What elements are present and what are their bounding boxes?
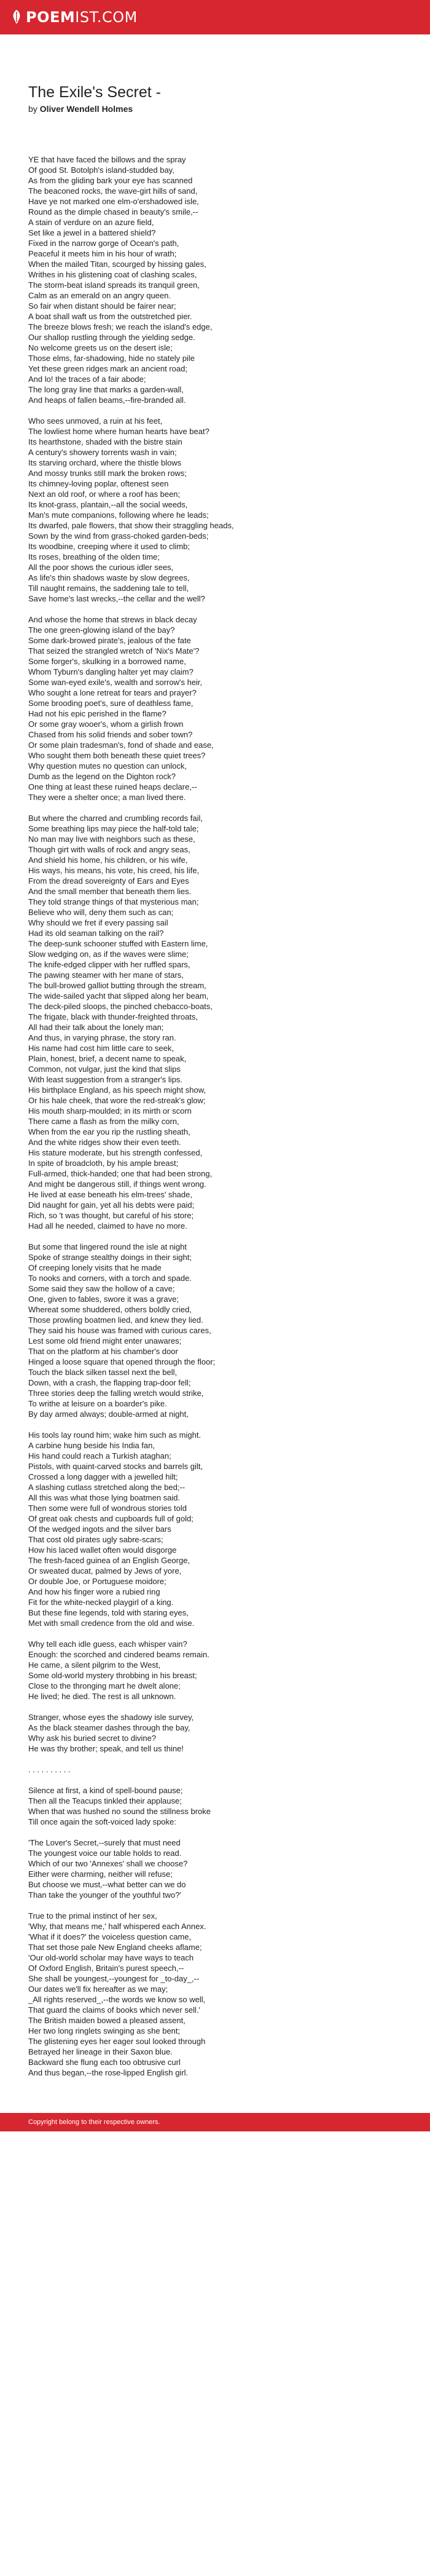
poem-line: Who sought them both beneath these quiet trees? (28, 751, 206, 760)
poem-line: Close to the thronging mart he dwelt alone; (28, 1681, 181, 1690)
by-label: by (28, 104, 37, 114)
poem-line: Its starving orchard, where the thistle blows (28, 458, 182, 467)
poem-line: Yet these green ridges mark an ancient road; (28, 364, 187, 373)
poem-line: Which of our two 'Annexes' shall we choose? (28, 1859, 188, 1868)
poem-line: As the black steamer dashes through the bay, (28, 1723, 190, 1732)
poem-line: The youngest voice our table holds to read. (28, 1849, 182, 1858)
poem-line: Who sees unmoved, a ruin at his feet, (28, 416, 163, 426)
poem-line: 'What if it does?' the voiceless question came, (28, 1932, 192, 1941)
poem-line: Crossed a long dagger with a jewelled hilt; (28, 1472, 178, 1481)
poem-line: Why should we fret if every passing sail (28, 918, 168, 927)
stanza (28, 1242, 402, 1419)
poem-body (28, 154, 402, 2078)
poem-line: Whom Tyburn's dangling halter yet may claim? (28, 667, 194, 676)
poem-line: His mouth sharp-moulded; in its mirth or scorn (28, 1106, 192, 1116)
poem-line: Whereat some shuddered, others boldly cried, (28, 1305, 192, 1314)
poem-line: Why tell each idle guess, each whisper vain? (28, 1639, 187, 1649)
poem-line: Full-armed, thick-handed; one that had been strong, (28, 1169, 213, 1178)
poem-line: Or some plain tradesman's, fond of shade and ease, (28, 740, 214, 750)
poem-line: So fair when distant should be fairer near; (28, 301, 176, 311)
poem-line: And mossy trunks still mark the broken rows; (28, 469, 187, 478)
poem-line: _All rights reserved_,--the words we know so well, (28, 1995, 206, 2004)
poem-line: Its knot-grass, plantain,--all the social weeds, (28, 500, 188, 509)
poem-line: The long gray line that marks a garden-wall, (28, 385, 184, 394)
poem-line: They told strange things of that mysterious man; (28, 897, 199, 906)
poem-line: And thus began,--the rose-lipped English girl. (28, 2068, 189, 2077)
poem-line: 'The Lover's Secret,--surely that must need (28, 1838, 181, 1847)
poem-line: They were a shelter once; a man lived there. (28, 793, 186, 802)
poem-line: Next an old roof, or where a roof has been; (28, 489, 181, 499)
poem-line: All the poor shows the curious idler sees, (28, 563, 174, 572)
poem-line: There came a flash as from the milky corn, (28, 1117, 179, 1126)
byline (28, 104, 402, 114)
poem-line: One, given to fables, swore it was a grave; (28, 1294, 179, 1304)
poem-line: A boat shall waft us from the outstretched pier. (28, 312, 192, 321)
poem-line: His birthplace England, as his speech might show, (28, 1085, 206, 1095)
poem-line: Our dates we'll fix hereafter as we may; (28, 1984, 168, 1994)
poem-line: Sown by the wind from grass-choked garden-beds; (28, 531, 209, 541)
stanza (28, 1837, 402, 1900)
poem-line: A carbine hung beside his India fan, (28, 1441, 155, 1450)
poem-line: And heaps of fallen beams,--fire-branded all. (28, 395, 186, 405)
poem-line: And shield his home, his children, or his wife, (28, 855, 188, 865)
top-bar (0, 0, 430, 34)
brand-name-bold: POEM (26, 9, 76, 26)
poem-line: Its woodbine, creeping where it used to climb; (28, 542, 190, 551)
poem-line: She shall be youngest,--youngest for _to-day_,-- (28, 1974, 200, 1983)
poem-line: The storm-beat island spreads its tranquil green, (28, 280, 200, 290)
poem-line: Some said they saw the hollow of a cave; (28, 1284, 175, 1293)
poem-line: When the mailed Titan, scourged by hissing gales, (28, 260, 206, 269)
poem-line: And the white ridges show their even teeth. (28, 1138, 181, 1147)
poem-line: Had not his epic perished in the flame? (28, 709, 166, 718)
poem-content (0, 34, 430, 2113)
poem-line: Spoke of strange stealthy doings in their sight; (28, 1253, 192, 1262)
poem-line: The lowliest home where human hearts have beat? (28, 427, 209, 436)
poem-line: Her two long ringlets swinging as she bent; (28, 2026, 181, 2035)
poem-line: All this was what those lying boatmen said. (28, 1493, 181, 1502)
poem-line: Some old-world mystery throbbing in his breast; (28, 1671, 197, 1680)
poem-line: Backward she flung each too obtrusive curl (28, 2058, 181, 2067)
poem-line: The fresh-faced guinea of an English George, (28, 1556, 190, 1565)
site-logo[interactable] (11, 9, 138, 26)
poem-line: Fit for the white-necked playgirl of a king. (28, 1598, 174, 1607)
poem-line: His name had cost him little care to seek, (28, 1044, 174, 1053)
poem-line: Or double Joe, or Portuguese moidore; (28, 1577, 166, 1586)
poem-line: But where the charred and crumbling records fail, (28, 814, 203, 823)
stanza (28, 1639, 402, 1702)
poem-line: One thing at least these ruined heaps declare,-- (28, 782, 197, 791)
poem-line: A century's showery torrents wash in vain; (28, 448, 177, 457)
brand-name-thin: IST.COM (75, 9, 138, 26)
poem-line: The one green-glowing island of the bay? (28, 625, 175, 635)
poem-line: Have ye not marked one elm-o'ershadowed isle, (28, 197, 199, 206)
poem-line: Common, not vulgar, just the kind that slips (28, 1064, 181, 1074)
poem-line: They said his house was framed with curious cares, (28, 1326, 211, 1335)
poem-line: Lest some old friend might enter unawares; (28, 1336, 182, 1345)
poem-line: Than take the younger of the youthful two?' (28, 1890, 181, 1900)
poem-line: Or sweated ducat, palmed by Jews of yore, (28, 1566, 182, 1575)
poem-line: Of good St. Botolph's island-studded bay, (28, 165, 174, 175)
poem-line: That seized the strangled wretch of 'Nix's Mate'? (28, 646, 200, 656)
poem-line: Or his hale cheek, that wore the red-streak's glow; (28, 1096, 206, 1105)
poem-line: That guard the claims of books which never sell.' (28, 2005, 200, 2015)
poem-line: Why ask his buried secret to divine? (28, 1734, 157, 1743)
poem-line: And how his finger wore a rubied ring (28, 1587, 160, 1596)
poem-line: Stranger, whose eyes the shadowy isle survey, (28, 1713, 194, 1722)
poem-line: Believe who will, deny them such as can; (28, 908, 174, 917)
poem-line: True to the primal instinct of her sex, (28, 1911, 157, 1920)
poem-line: As life's thin shadows waste by slow degrees, (28, 573, 190, 582)
poem-line: Either were charming, neither will refuse; (28, 1869, 173, 1879)
poem-line: Of creeping lonely visits that he made (28, 1263, 162, 1272)
author-name[interactable]: Oliver Wendell Holmes (39, 104, 133, 114)
poem-line: By day armed always; double-armed at night, (28, 1409, 189, 1419)
poem-line: Slow wedging on, as if the waves were slime; (28, 949, 189, 959)
poem-line: His tools lay round him; wake him such as might. (28, 1430, 201, 1440)
poem-line: Save home's last wrecks,--the cellar and the well? (28, 594, 205, 603)
poem-line: Some breathing lips may piece the half-told tale; (28, 824, 199, 833)
poem-line: 'Why, that means me,' half whispered each Annex. (28, 1922, 206, 1931)
poem-line: Our shallop rustling through the yielding sedge. (28, 333, 195, 342)
poem-line: He lived; he died. The rest is all unknown. (28, 1692, 176, 1701)
stanza (28, 1785, 402, 1827)
stanza (28, 1712, 402, 1754)
poem-line: Or some gray wooer's, whom a girlish frown (28, 719, 184, 729)
feather-pen-icon (11, 10, 22, 25)
poem-line: All had their talk about the lonely man; (28, 1023, 164, 1032)
poem-line: And thus, in varying phrase, the story ran. (28, 1033, 176, 1042)
poem-line: The deep-sunk schooner stuffed with Eastern lime, (28, 939, 208, 948)
poem-line: The British maiden bowed a pleased assent, (28, 2016, 186, 2025)
poem-line: Some dark-browed pirate's, jealous of the fate (28, 636, 191, 645)
copyright-text: Copyright belong to their respective owners. (28, 2118, 160, 2126)
poem-line: The breeze blows fresh; we reach the island's edge, (28, 322, 213, 331)
stanza (28, 154, 402, 405)
poem-line: He came, a silent pilgrim to the West, (28, 1660, 161, 1670)
poem-line: The knife-edged clipper with her ruffled spars, (28, 960, 190, 969)
poem-line: Who sought a lone retreat for tears and prayer? (28, 688, 197, 697)
poem-line: Some brooding poet's, sure of deathless fame, (28, 699, 194, 708)
poem-line: Silence at first, a kind of spell-bound pause; (28, 1786, 183, 1795)
poem-line: But these fine legends, told with staring eyes, (28, 1608, 189, 1617)
poem-line: His ways, his means, his vote, his creed, his life, (28, 866, 200, 875)
poem-line: Its roses, breathing of the olden time; (28, 552, 160, 561)
poem-title: The Exile's Secret - (28, 84, 161, 101)
poem-line: Calm as an emerald on an angry queen. (28, 291, 171, 300)
poem-line: Till once again the soft-voiced lady spoke: (28, 1817, 176, 1826)
poem-line: Man's mute companions, following where he leads; (28, 510, 209, 520)
poem-line: Some wan-eyed exile's, wealth and sorrow's heir, (28, 678, 203, 687)
poem-line: Of the wedged ingots and the silver bars (28, 1524, 171, 1534)
poem-line: Touch the black silken tassel next the bell, (28, 1368, 178, 1377)
poem-line: Three stories deep the falling wretch would strike, (28, 1389, 204, 1398)
poem-line: In spite of broadcloth, by his ample breast; (28, 1159, 179, 1168)
poem-line: He lived at ease beneath his elm-trees' shade, (28, 1190, 192, 1199)
poem-line: That cost old pirates ugly sabre-scars; (28, 1535, 163, 1544)
poem-line: Though girt with walls of rock and angry seas, (28, 845, 190, 854)
poem-line: That on the platform at his chamber's door (28, 1347, 178, 1356)
poem-line: No welcome greets us on the desert isle; (28, 343, 173, 352)
poem-line: Of great oak chests and cupboards full of gold; (28, 1514, 194, 1523)
poem-line: Dumb as the legend on the Dighton rock? (28, 772, 176, 781)
poem-line: The glistening eyes her eager soul looked through (28, 2037, 206, 2046)
poem-line: Had its old seaman talking on the rail? (28, 929, 164, 938)
poem-line: Pistols, with quaint-carved stocks and barrels gilt, (28, 1462, 203, 1471)
poem-line: The wide-sailed yacht that slipped along her beam, (28, 991, 209, 1001)
poem-line: Its hearthstone, shaded with the bistre stain (28, 437, 182, 446)
poem-line: Hinged a loose square that opened through the floor; (28, 1357, 216, 1366)
poem-line: Of Oxford English, Britain's purest speech,-- (28, 1964, 184, 1973)
poem-line: Its chimney-loving poplar, oftenest seen (28, 479, 169, 488)
poem-line: His stature moderate, but his strength confessed, (28, 1148, 203, 1157)
poem-line: Peaceful it meets him in his hour of wrath; (28, 249, 177, 258)
poem-line: His hand could reach a Turkish ataghan; (28, 1451, 171, 1460)
stanza (28, 1430, 402, 1628)
stanza (28, 1764, 402, 1775)
poem-line: Did naught for gain, yet all his debts were paid; (28, 1200, 195, 1210)
poem-line: And might be dangerous still, if things went wrong. (28, 1179, 206, 1189)
poem-line: From the dread sovereignty of Ears and Eyes (28, 876, 189, 886)
poem-line: To writhe at leisure on a boarder's pike. (28, 1399, 167, 1408)
poem-line: And whose the home that strews in black decay (28, 615, 197, 624)
poem-line: Had all he needed, claimed to have no more. (28, 1221, 187, 1231)
poem-line: When from the ear you rip the rustling sheath, (28, 1127, 190, 1136)
poem-line: A slashing cutlass stretched along the bed;-- (28, 1483, 186, 1492)
poem-line: No man may live with neighbors such as these, (28, 834, 195, 844)
stanza (28, 813, 402, 1231)
poem-line: Met with small credence from the old and wise. (28, 1619, 195, 1628)
poem-line: . . . . . . . . . . (28, 1765, 71, 1774)
poem-line: Down, with a crash, the flapping trap-door fell; (28, 1378, 191, 1387)
poem-line: How his laced wallet often would disgorge (28, 1545, 177, 1555)
poem-line: Those prowling boatmen lied, and knew they lied. (28, 1315, 203, 1325)
poem-line: Chased from his solid friends and sober town? (28, 730, 193, 739)
poem-line: Enough: the scorched and cindered beams remain. (28, 1650, 209, 1659)
poem-line: Set like a jewel in a battered shield? (28, 228, 156, 237)
poem-line: The deck-piled sloops, the pinched chebacco-boats, (28, 1002, 213, 1011)
poem-line: The pawing steamer with her mane of stars, (28, 970, 184, 980)
stanza (28, 416, 402, 604)
poem-line: And the small member that beneath them lies. (28, 887, 192, 896)
poem-line: Some forger's, skulking in a borrowed name, (28, 657, 186, 666)
poem-line: But some that lingered round the isle at night (28, 1242, 187, 1251)
poem-line: When that was hushed no sound the stillness broke (28, 1807, 211, 1816)
poem-line: With least suggestion from a stranger's lips. (28, 1075, 183, 1084)
poem-line: Writhes in his glistening coat of clashing scales, (28, 270, 197, 279)
poem-line: Fixed in the narrow gorge of Ocean's path, (28, 239, 179, 248)
poem-line: Then all the Teacups tinkled their applause; (28, 1796, 182, 1805)
poem-line: A stain of verdure on an azure field, (28, 218, 154, 227)
poem-line: Its dwarfed, pale flowers, that show their straggling heads, (28, 521, 234, 530)
poem-line: Those elms, far-shadowing, hide no stately pile (28, 354, 195, 363)
poem-line: Betrayed her lineage in their Saxon blue. (28, 2047, 173, 2056)
poem-line: YE that have faced the billows and the spray (28, 155, 186, 164)
poem-line: As from the gliding bark your eye has scanned (28, 176, 193, 185)
poem-line: 'Our old-world scholar may have ways to teach (28, 1953, 194, 1962)
stanza (28, 614, 402, 803)
poem-line: The frigate, black with thunder-freighted throats, (28, 1012, 198, 1021)
stanza (28, 1911, 402, 2078)
poem-line: Plain, honest, brief, a decent name to speak, (28, 1054, 187, 1063)
poem-line: Rich, so 't was thought, but careful of his store; (28, 1211, 194, 1220)
poem-line: That set those pale New England cheeks aflame; (28, 1943, 202, 1952)
poem-line: Why question mutes no question can unlock, (28, 761, 187, 771)
poem-line: And lo! the traces of a fair abode; (28, 375, 146, 384)
poem-line: To nooks and corners, with a torch and spade. (28, 1274, 192, 1283)
poem-line: He was thy brother; speak, and tell us thine! (28, 1744, 184, 1753)
footer (0, 2113, 430, 2131)
poem-line: Round as the dimple chased in beauty's smile,-- (28, 207, 198, 216)
poem-line: The beaconed rocks, the wave-girt hills of sand, (28, 186, 198, 196)
poem-line: But choose we must,--what better can we do (28, 1880, 186, 1889)
poem-line: The bull-browed galliot butting through the stream, (28, 981, 206, 990)
poem-line: Then some were full of wondrous stories told (28, 1504, 187, 1513)
poem-line: Till naught remains, the saddening tale to tell, (28, 584, 189, 593)
